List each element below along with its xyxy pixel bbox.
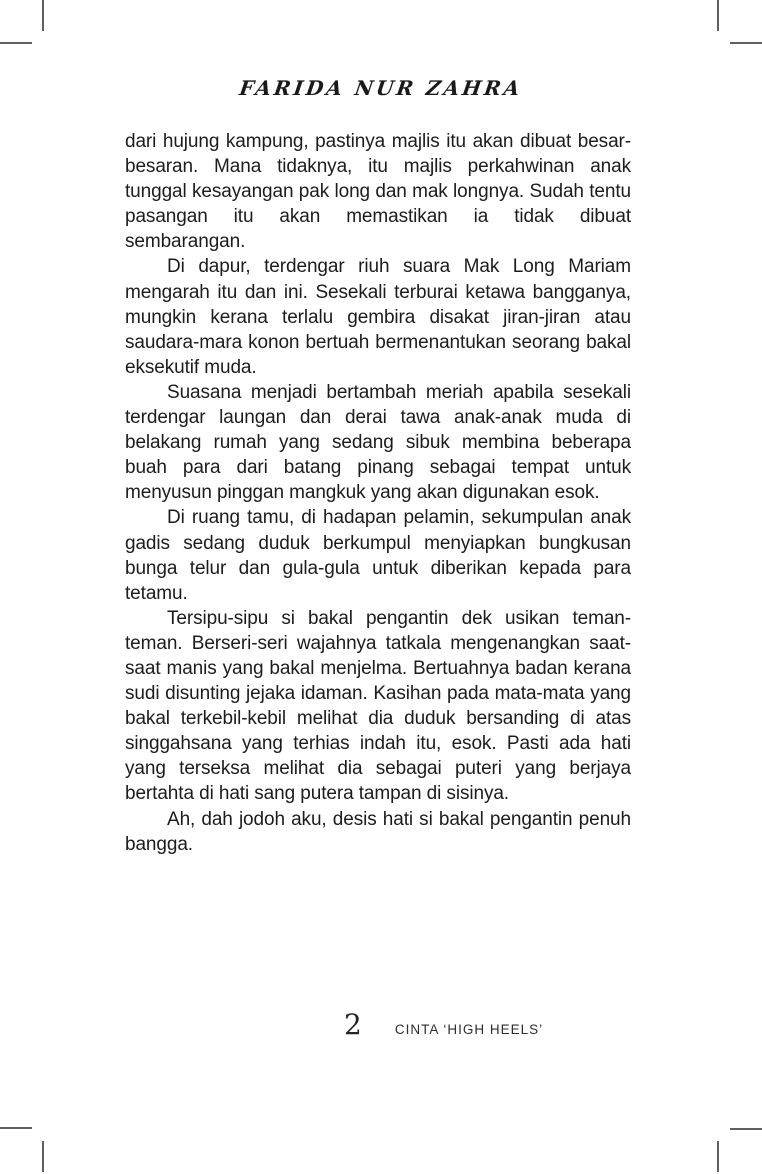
book-title-footer: CINTA ‘HIGH HEELS’ xyxy=(394,1022,544,1037)
crop-mark-top-left-vertical xyxy=(42,0,44,31)
paragraph: Di ruang tamu, di hadapan pelamin, sekumpulan anak gadis sedang duduk berkumpul menyiapkan bungkusan bunga telur dan gula-gula untuk diberikan kepada para tetamu. xyxy=(125,507,631,604)
page-number: 2 xyxy=(344,1008,362,1041)
crop-mark-top-right-horizontal xyxy=(730,42,762,44)
running-header-author: FARIDA NUR ZAHRA xyxy=(237,76,525,100)
body-text xyxy=(125,129,631,857)
paragraph: Tersipu-sipu si bakal pengantin dek usikan teman-teman. Berseri-seri wajahnya tatkala mengenangkan saat-saat manis yang bakal menjelma. Bertuahnya badan kerana sudi disunting jejaka idaman. Kasihan pada mata-mata yang bakal terkebil-kebil melihat dia duduk bersanding di atas singgahsana yang terhias indah itu, esok. Pasti ada hati yang terseksa melihat dia sebagai puteri yang berjaya bertahta di hati sang putera tampan di sisinya. xyxy=(125,607,631,805)
crop-mark-top-left-horizontal xyxy=(0,42,32,44)
crop-mark-bottom-right-vertical xyxy=(717,1141,719,1172)
crop-mark-bottom-left-vertical xyxy=(42,1141,44,1172)
paragraph: Di dapur, terdengar riuh suara Mak Long Mariam mengarah itu dan ini. Sesekali terburai ketawa bangganya, mungkin kerana terlalu gembira disakat jiran-jiran atau saudara-mara konon bertuah bermenantukan seorang bakal eksekutif muda. xyxy=(125,256,631,378)
crop-mark-top-right-vertical xyxy=(717,0,719,31)
paragraph: Ah, dah jodoh aku, desis hati si bakal pengantin penuh bangga. xyxy=(125,808,631,855)
paragraph: Suasana menjadi bertambah meriah apabila sesekali terdengar laungan dan derai tawa anak-anak muda di belakang rumah yang sedang sibuk membina beberapa buah para dari batang pinang sebagai tempat untuk menyusun pinggan mangkuk yang akan digunakan esok. xyxy=(125,381,631,504)
page-footer xyxy=(344,1008,543,1041)
paragraph: dari hujung kampung, pastinya majlis itu akan dibuat besar-besaran. Mana tidaknya, itu majlis perkahwinan anak tunggal kesayangan pak long dan mak longnya. Sudah tentu pasangan itu akan memastikan ia tidak dibuat sembarangan. xyxy=(125,131,631,253)
crop-mark-bottom-right-horizontal xyxy=(730,1128,762,1130)
crop-mark-bottom-left-horizontal xyxy=(0,1127,32,1129)
